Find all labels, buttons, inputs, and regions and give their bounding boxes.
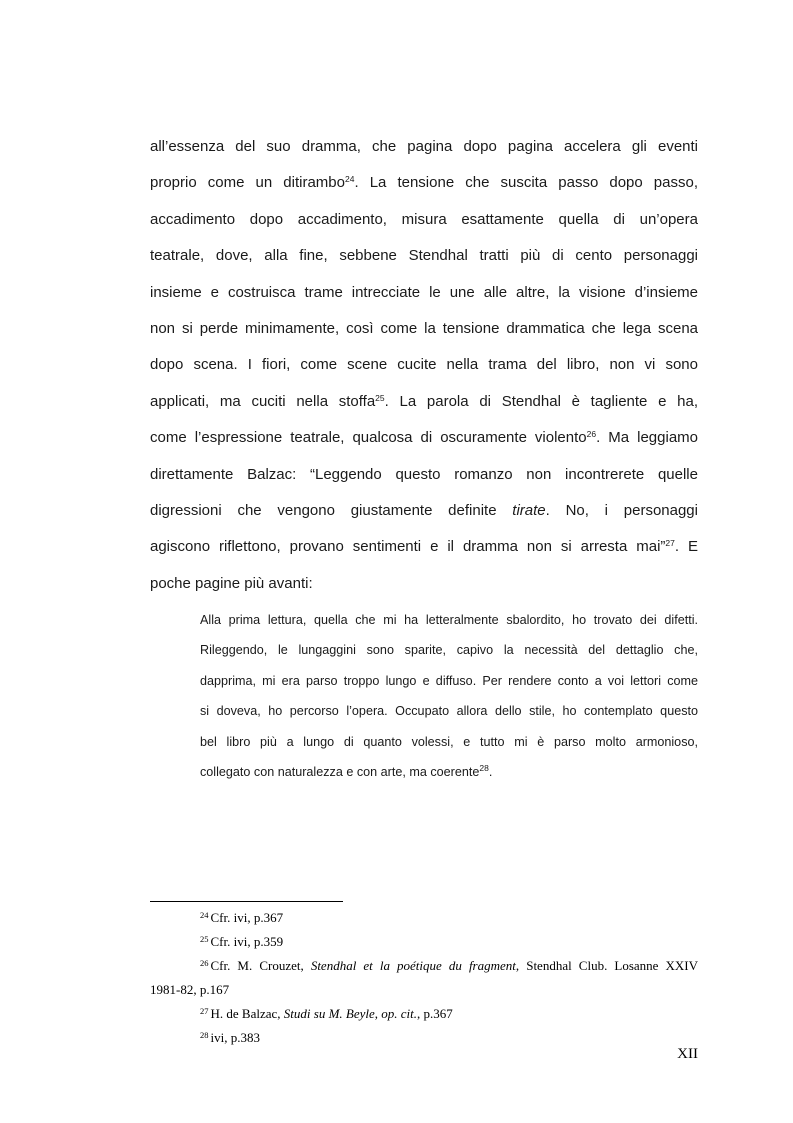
text: agiscono riflettono, provano sentimenti e il dramma non si arresta mai”	[150, 538, 666, 556]
text-line	[150, 165, 698, 201]
footnote-separator	[150, 901, 343, 902]
text-line	[150, 238, 698, 274]
footnote-25	[150, 930, 698, 954]
footnote-number: 26	[200, 958, 209, 968]
text: teatrale, dove, alla fine, sebbene Stendhal tratti più di cento personaggi	[150, 247, 698, 265]
footnote-text: , Stendhal Club. Losanne XXIV	[515, 958, 699, 973]
text: bel libro più a lungo di quanto volessi, e tutto mi è parso molto armonioso,	[200, 734, 698, 749]
text: come l’espressione teatrale, qualcosa di oscuramente violento	[150, 429, 587, 447]
footnote-ref[interactable]: 27	[665, 538, 675, 549]
block-quote	[200, 605, 698, 787]
footnote-number: 24	[200, 910, 209, 920]
footnote-text: 1981-82, p.167	[150, 982, 230, 997]
text: . E	[674, 538, 699, 556]
quote-line	[200, 666, 698, 696]
text: . La tensione che suscita passo dopo passo,	[354, 174, 698, 192]
text: insieme e costruisca trame intrecciate le une alle altre, la visione d’insieme	[150, 283, 698, 301]
footnote-26	[150, 954, 698, 978]
text: direttamente Balzac: “Leggendo questo romanzo non incontrerete quelle	[150, 465, 698, 483]
text-line	[150, 275, 698, 311]
italic-text: tirate	[512, 502, 546, 520]
footnote-text: ivi, p.383	[210, 1030, 260, 1045]
text: dapprima, mi era parso troppo lungo e diffuso. Per rendere conto a voi lettori come	[200, 673, 698, 688]
footnote-text: , p.367	[417, 1006, 453, 1021]
page-number: XII	[677, 1046, 698, 1062]
footnote-number: 28	[200, 1030, 209, 1040]
text: poche pagine più avanti:	[150, 574, 313, 592]
footnote-title: Stendhal et la poétique du fragment	[310, 958, 516, 973]
text: . No, i personaggi	[545, 502, 698, 520]
text-line	[150, 529, 698, 565]
footnote-number: 25	[200, 934, 209, 944]
text: Rileggendo, le lungaggini sono sparite, capivo la necessità del dettaglio che,	[200, 643, 698, 658]
footnote-title: Studi su M. Beyle	[283, 1006, 375, 1021]
footnote-text: ,	[374, 1006, 382, 1021]
footnote-24	[150, 906, 698, 930]
text: . Ma leggiamo	[596, 429, 698, 447]
footnote-27	[150, 1002, 698, 1026]
text-line	[150, 202, 698, 238]
text-line	[150, 457, 698, 493]
footnote-ref[interactable]: 25	[375, 392, 385, 403]
footnote-text: H. de Balzac,	[210, 1006, 284, 1021]
text: digressioni che vengono giustamente definite	[150, 502, 513, 520]
text: accadimento dopo accadimento, misura esattamente quella di un’opera	[150, 210, 698, 228]
text: .	[488, 765, 493, 780]
text: si doveva, ho percorso l’opera. Occupato allora dello stile, ho contemplato questo	[200, 704, 698, 719]
footnote-title: op. cit.	[381, 1006, 418, 1021]
footnote-text: Cfr. ivi, p.367	[210, 910, 284, 925]
text: . La parola di Stendhal è tagliente e ha,	[384, 392, 699, 410]
text: dopo scena. I fiori, come scene cucite nella trama del libro, non vi sono	[150, 356, 698, 374]
footnote-ref[interactable]: 24	[344, 174, 355, 185]
quote-line	[200, 727, 698, 757]
text: proprio come un ditirambo	[150, 174, 345, 192]
text-line	[150, 347, 698, 383]
footnote-number: 27	[200, 1006, 209, 1016]
quote-line	[200, 605, 698, 635]
text: non si perde minimamente, così come la tensione drammatica che lega scena	[150, 320, 698, 338]
text: all’essenza del suo dramma, che pagina dopo pagina accelera gli eventi	[150, 138, 698, 155]
quote-line	[200, 696, 698, 726]
footnote-ref[interactable]: 28	[479, 763, 489, 774]
main-paragraph	[150, 129, 698, 602]
footnote-text: Cfr. ivi, p.359	[210, 934, 284, 949]
footnotes	[150, 906, 698, 1050]
footnote-28	[150, 1026, 698, 1050]
text: applicati, ma cuciti nella stoffa	[150, 392, 376, 410]
text-line	[150, 420, 698, 456]
quote-line	[200, 635, 698, 665]
text: Alla prima lettura, quella che mi ha letteralmente sbalordito, ho trovato dei difetti.	[200, 613, 698, 627]
text-line	[150, 493, 698, 529]
text-line	[150, 384, 698, 420]
text: collegato con naturalezza e con arte, ma coerente	[200, 765, 480, 780]
footnote-text: Cfr. M. Crouzet,	[210, 958, 311, 973]
text-line	[150, 566, 698, 602]
footnote-26-continued	[150, 978, 698, 1002]
footnote-ref[interactable]: 26	[586, 429, 597, 440]
text-line	[150, 311, 698, 347]
quote-line	[200, 757, 698, 787]
text-line	[150, 129, 698, 165]
